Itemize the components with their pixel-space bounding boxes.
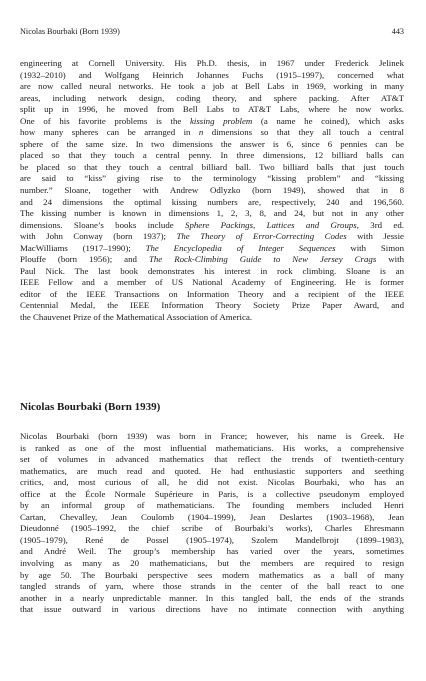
- text-line: Centennial Medal, the IEEE Information Theory Society Prize Paper Award, and: [20, 300, 404, 311]
- paragraph-bourbaki-biography: [20, 431, 404, 616]
- text-line: sphere of the same size. In two dimensions the answer is 6, since 6 pennies can be: [20, 138, 404, 149]
- text-line: Dieudonné (1905–1992, the chief scribe of Bourbaki’s works), Charles Ehresmann: [20, 523, 404, 534]
- text-line: by an informal group of mathematicians. The founding members included Henri: [20, 500, 404, 511]
- text-line: (1905–1979), René de Possel (1905–1974), Szolem Mandelbrojt (1899–1983),: [20, 534, 404, 545]
- text-line: IEEE Fellow and a member of US National Academy of Engineering. He is former: [20, 277, 404, 288]
- text-line: split up in 1996, he moved from Bell Labs to AT&T Labs, where he now works.: [20, 104, 404, 115]
- text-line: dimensions. Sloane’s books include Sphere Packings, Lattices and Groups, 3rd ed.: [20, 219, 404, 230]
- paragraph-sloane-biography: [20, 58, 404, 324]
- text-line: and André Weil. The group’s membership has varied over the years, sometimes: [20, 546, 404, 557]
- text-line: editor of the IEEE Transactions on Information Theory and a recipient of the IEEE: [20, 288, 404, 299]
- text-line: tangled strands of yarn, where those strands in the center of the ball react to one: [20, 581, 404, 592]
- running-head-title: Nicolas Bourbaki (Born 1939): [20, 27, 120, 36]
- section-heading: Nicolas Bourbaki (Born 1939): [20, 401, 161, 413]
- text-line: Paul Nick. The last book demonstrates his interest in rock climbing. Sloane is an: [20, 265, 404, 276]
- text-line: placed so that they touch a central penny. In three dimensions, 12 billiard balls can: [20, 150, 404, 161]
- text-line: Cartan, Chevalley, Jean Coulomb (1904–1999), Jean Deslartes (1903–1968), Jean: [20, 511, 404, 522]
- page-number: 443: [391, 27, 404, 36]
- text-line: mathematics, are much read and quoted. He had enthusiastic supporters and seething: [20, 465, 404, 476]
- text-line: (1932–2010) and Wolfgang Heinrich Johannes Fuchs (1915–1997), concerned what: [20, 69, 404, 80]
- text-line: are said to “kiss” giving rise to the terminology “kissing problem” and “kissing: [20, 173, 404, 184]
- text-line: engineering at Cornell University. His Ph.D. thesis, in 1967 under Frederick Jelinek: [20, 58, 404, 68]
- text-line: be placed so that they touch a central billiard ball. Two billiard balls that just touch: [20, 161, 404, 172]
- text-line: are now called neural networks. He took a job at Bell Labs in 1969, working in many: [20, 81, 404, 92]
- text-line: how many spheres can be arranged in n dimensions so that they all touch a central: [20, 127, 404, 138]
- text-line: set of volumes in advanced mathematics that reflect the trends of twentieth-century: [20, 454, 404, 465]
- text-line: Plouffe (born 1956); and The Rock-Climbing Guide to New Jersey Crags with: [20, 254, 405, 265]
- text-line: office at the École Normale Supérieure in Paris, is a collective pseudonym employed: [20, 488, 404, 499]
- text-line: number.” Sloane, together with Andrew Odlyzko (born 1949), showed that in 8: [20, 185, 404, 196]
- text-line: another in a nearly unpredictable manner. In this tangled ball, the ends of the strands: [20, 592, 404, 603]
- text-line: One of his favorite problems is the kissing problem (a name he coined), which asks: [20, 115, 404, 126]
- text-line: is ranked as one of the most influential mathematicians. His works, a comprehensive: [20, 442, 404, 453]
- text-line: that issue outward in various directions have no intimate connection with anything: [20, 604, 404, 615]
- text-line: The kissing number is known in dimensions 1, 2, 3, 8, and 24, but not in any other: [20, 208, 404, 219]
- text-line: involving as many as 20 mathematicians, but the members are required to resign: [20, 558, 404, 569]
- text-line: by age 50. The Bourbaki perspective sees modern mathematics as a ball of many: [20, 569, 404, 580]
- text-line: Nicolas Bourbaki (born 1939) was born in France; however, his name is Greek. He: [20, 431, 404, 441]
- text-line: critics, and, most curious of all, he did not exist. Nicolas Bourbaki, who has an: [20, 477, 404, 488]
- text-line: with John Conway (born 1937); The Theory of Error-Correcting Codes with Jessie: [20, 231, 404, 242]
- text-line: MacWilliams (1917–1990); The Encyclopedia of Integer Sequences with Simon: [20, 242, 404, 253]
- running-head: [20, 27, 404, 37]
- text-line: the Chauvenet Prize of the Mathematical Association of America.: [20, 312, 253, 323]
- text-line: and 24 dimensions the optimal kissing numbers are, respectively, 240 and 196,560.: [20, 196, 404, 207]
- text-line: areas, including network design, coding theory, and sphere packing. After AT&T: [20, 92, 404, 103]
